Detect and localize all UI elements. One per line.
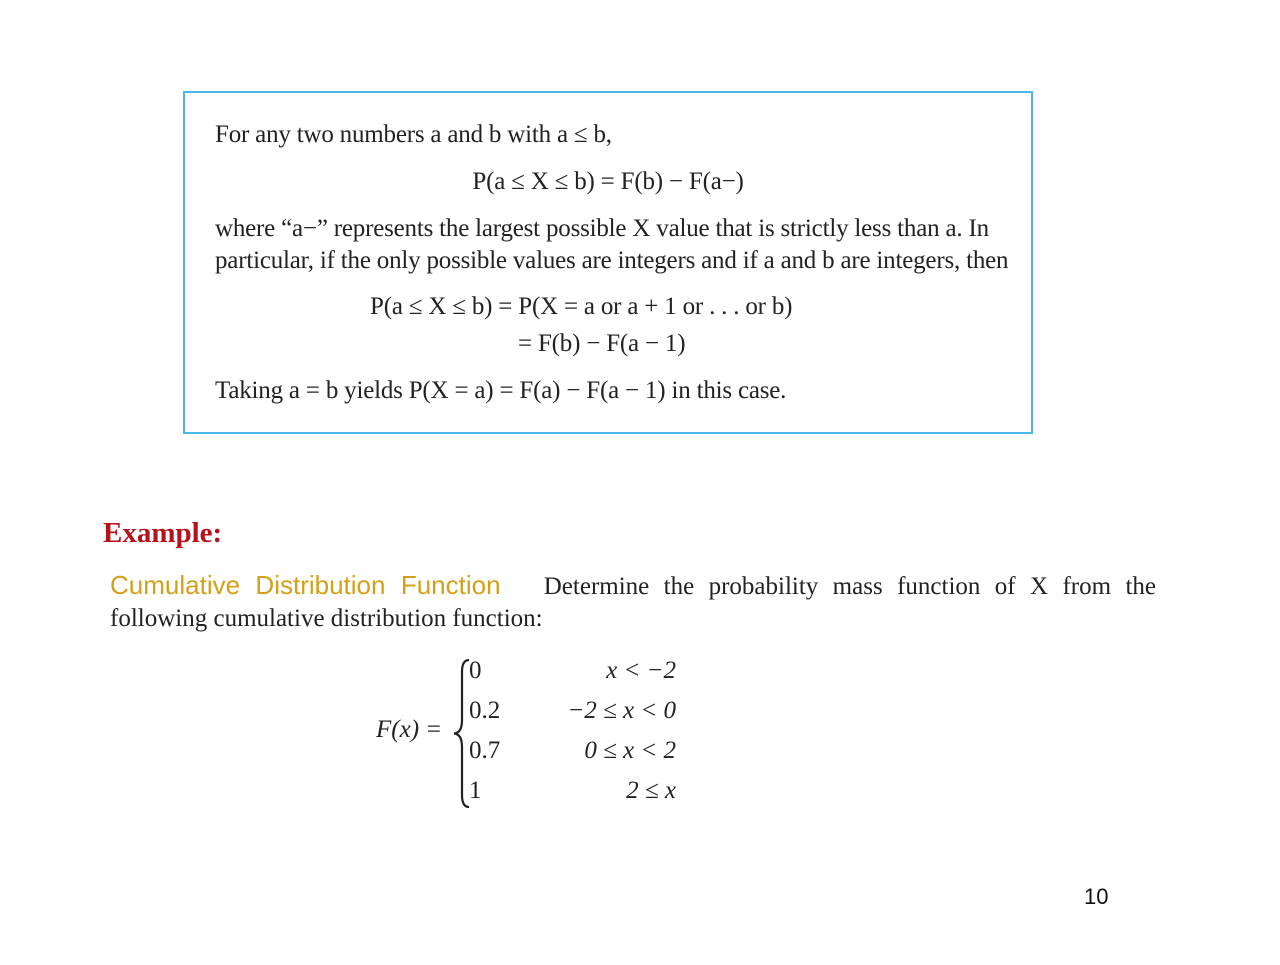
example-line-1 [110,570,1156,601]
theorem-box [183,91,1033,434]
example-title: Cumulative Distribution Function [110,570,501,600]
example-text-2: following cumulative distribution function: [110,605,543,632]
box-intro: For any two numbers a and b with a ≤ b, [215,121,612,148]
cdf-row-3-value: 0.7 [469,737,501,764]
cdf-row-2-condition: −2 ≤ x < 0 [567,697,676,724]
cdf-row-3-condition: 0 ≤ x < 2 [584,737,676,764]
box-formula-2-line-1: P(a ≤ X ≤ b) = P(X = a or a + 1 or . . . or b) [370,293,793,320]
cdf-lhs: F(x) = [376,716,443,743]
cdf-row-2-value: 0.2 [469,697,501,724]
box-where-line-2: particular, if the only possible values are integers and if a and b are integers, then [215,247,1009,274]
page-number: 10 [1084,884,1109,909]
box-formula-1: P(a ≤ X ≤ b) = F(b) − F(a−) [472,168,744,195]
cdf-row-4-condition: 2 ≤ x [626,777,676,804]
example-text-1: Determine the probability mass function of X from the [543,573,1156,600]
cdf-row-1-condition: x < −2 [606,657,676,684]
cdf-row-1-value: 0 [469,657,482,684]
cdf-row-4-value: 1 [469,777,482,804]
example-heading: Example: [103,517,223,549]
box-where-line-1: where “a−” represents the largest possible X value that is strictly less than a. In [215,215,989,242]
box-formula-2-line-2: = F(b) − F(a − 1) [518,330,686,357]
box-conclusion: Taking a = b yields P(X = a) = F(a) − F(a − 1) in this case. [215,377,787,404]
